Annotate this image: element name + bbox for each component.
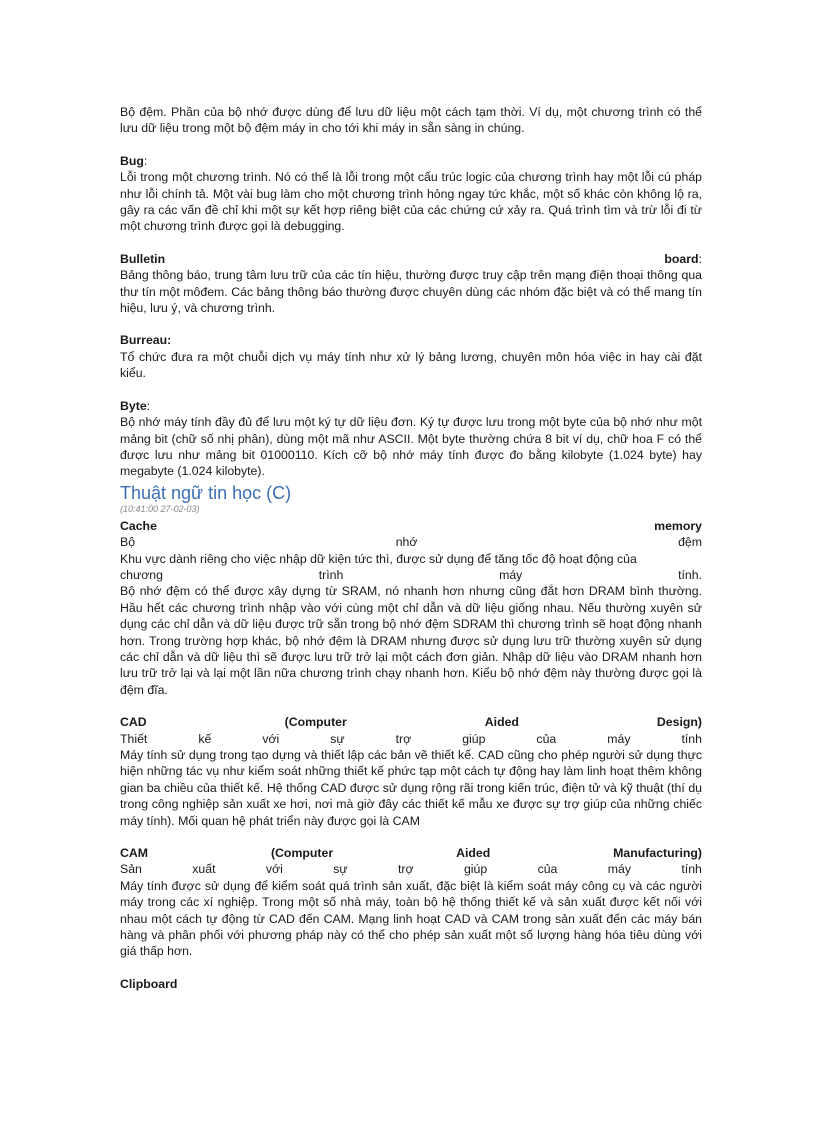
gloss-line: Sản xuất với sự trợ giúp của máy tính — [120, 862, 702, 877]
term-word: memory — [654, 518, 702, 533]
gloss-line: Bộ nhớ đệm — [120, 535, 702, 550]
term-word: Cache — [120, 518, 157, 533]
entry-cam: CAM (Computer Aided Manufacturing) Sản xuất với sự trợ giúp của máy tính Máy tính được sử dụng để kiểm soát quá trình sản xuất, đặc biệt là kiểm soát máy công cụ và các người máy trong các xí nghiệp. Trong một số nhà máy, toàn bộ hệ thống thiết kế và sản xuất được kết nối với nhau một cách tự động từ CAD đến CAM. Mạng linh hoạt CAD và CAM trong sản xuất đến các máy bán hàng và phân phối với phương pháp này có thể cho phép sản xuất một số lượng hàng hóa tiêu dùng với giá thấp hơn. — [120, 846, 702, 959]
definition-bug: Lỗi trong một chương trình. Nó có thể là lỗi trong một cấu trúc logic của chương trình hay một lỗi cú pháp như lỗi chính tả. Một vài bug làm cho một chương trình hỏng ngay tức khắc, một số khác còn không lộ ra, gây ra các vấn đề chỉ khi một sự kết hợp riêng biệt của các chứng cứ xảy ra. Quá trình tìm và trừ lỗi đi từ một chương trình được gọi là debugging. — [120, 170, 702, 234]
definition-bulletin-board: Bảng thông báo, trung tâm lưu trữ của các tín hiệu, thường được truy cập trên mạng điện thoại thông qua thư tín một môđem. Các bảng thông báo thường được chuyên dùng các nhóm đặc biệt và có thể mang tín hiệu, lưu ý, và chương trình. — [120, 268, 702, 316]
intro-paragraph: Bộ đệm. Phần của bộ nhớ được dùng để lưu dữ liệu một cách tạm thời. Ví dụ, một chương trình có thể lưu dữ liệu trong một bộ đệm máy in cho tới khi máy in sẵn sàng in chúng. — [120, 105, 702, 136]
definition-cache-memory: Bộ nhớ đệm có thể được xây dựng từ SRAM, nó nhanh hơn nhưng cũng đắt hơn DRAM bình thường. Hầu hết các chương trình nhập vào với cùng một chỉ dẫn và dữ liệu giống nhau. Nếu thường xuyên sử dụng các chỉ dẫn và dữ liệu được trữ sẵn trong bộ nhớ đệm SDRAM thì chương trình sẽ hoạt động nhanh hơn. Trong trường hợp khác, bộ nhớ đệm là DRAM nhưng được sử dụng lưu trữ thường xuyên sử dụng các chỉ dẫn và dữ liệu thì sẽ được lưu trữ trở lại một cách đơn giản. Nhập dữ liệu vào DRAM nhanh hơn lưu trữ trở lại và lại một lần nữa chương trình chạy nhanh hơn. Kiểu bộ nhớ đệm này thường được gọi là đệm đĩa. — [120, 584, 702, 697]
term-clipboard: Clipboard — [120, 976, 178, 991]
definition-byte: Bộ nhớ máy tính đầy đủ để lưu một ký tự dữ liệu đơn. Ký tự được lưu trong một byte của bộ nhớ như một mảng bit (chữ số nhị phân), dùng một mã như ASCII. Một byte thường chứa 8 bit ví dụ, chữ hoa F có thể được lưu như mảng bit 01000110. Kích cỡ bộ nhớ máy tính được đo bằng kilobyte (1.024 byte) hay megabyte (1.024 kilobyte). — [120, 415, 702, 479]
entry-burreau — [120, 332, 702, 381]
definition-line: chương trình máy tính. — [120, 567, 702, 582]
gloss-line: Thiết kế với sự trợ giúp của máy tính — [120, 731, 702, 746]
definition-burreau: Tổ chức đưa ra một chuỗi dịch vụ máy tính như xử lý bảng lương, chuyên môn hóa việc in hay cài đặt kiểu. — [120, 349, 702, 381]
document-page — [120, 104, 702, 992]
definition-cam: Máy tính được sử dụng để kiểm soát quá trình sản xuất, đặc biệt là kiểm soát máy công cụ và các người máy trong các xí nghiệp. Trong một số nhà máy, toàn bộ hệ thống thiết kế và sản xuất được kết nối với nhau một cách tự động từ CAD đến CAM. Mạng linh hoạt CAD và CAM trong sản xuất đến các máy bán hàng và phân phối với phương pháp này có thể cho phép sản xuất một số lượng hàng hóa tiêu dùng với giá thấp hơn. — [120, 878, 702, 959]
term-byte: Byte — [120, 398, 147, 413]
term-board: board — [664, 251, 699, 266]
definition-cad: Máy tính sử dụng trong tạo dựng và thiết lập các bản vẽ thiết kế. CAD cũng cho phép người sử dụng thực hiện những tác vụ như kiểm soát những thiết kế phức tạp một cách tự động hay làm linh hoạt thêm không gian ba chiều của thiết kế. Hệ thống CAD được sử dụng rộng rãi trong kiến trúc, điện tử và kỹ thuật (thí dụ trong công nghiệp sản xuất xe hơi, nơi mà giờ đây các thiết kế mẫu xe được sự trợ giúp của những chiếc máy tính). Mối quan hệ phát triển này được gọi là CAM — [120, 748, 702, 828]
definition-line: Khu vực dành riêng cho việc nhập dữ kiện tức thì, được sử dụng để tăng tốc độ hoạt động của — [120, 551, 637, 566]
entry-cad: CAD (Computer Aided Design) Thiết kế với sự trợ giúp của máy tính Máy tính sử dụng trong tạo dựng và thiết lập các bản vẽ thiết kế. CAD cũng cho phép người sử dụng thực hiện những tác vụ như kiểm soát những thiết kế phức tạp một cách tự động hay làm linh hoạt thêm không gian ba chiều của thiết kế. Hệ thống CAD được sử dụng rộng rãi trong kiến trúc, điện tử và kỹ thuật (thí dụ trong công nghiệp sản xuất xe hơi, nơi mà giờ đây các thiết kế mẫu xe được sự trợ giúp của những chiếc máy tính). Mối quan hệ phát triển này được gọi là CAM — [120, 715, 702, 828]
entry-cache-memory — [120, 518, 702, 698]
entry-bug: Bug: Lỗi trong một chương trình. Nó có thể là lỗi trong một cấu trúc logic của chương trình hay một lỗi cú pháp như lỗi chính tả. Một vài bug làm cho một chương trình hỏng ngay tức khắc, một số khác còn không lộ ra, gây ra các vấn đề chỉ khi một sự kết hợp riêng biệt của các chứng cứ xảy ra. Quá trình tìm và trừ lỗi đi từ một chương trình được gọi là debugging. — [120, 153, 702, 234]
entry-byte: Byte: Bộ nhớ máy tính đầy đủ để lưu một ký tự dữ liệu đơn. Ký tự được lưu trong một byte của bộ nhớ như một mảng bit (chữ số nhị phân), dùng một mã như ASCII. Một byte thường chứa 8 bit ví dụ, chữ hoa F có thể được lưu như mảng bit 01000110. Kích cỡ bộ nhớ máy tính được đo bằng kilobyte (1.024 byte) hay megabyte (1.024 kilobyte). — [120, 398, 702, 479]
term-burreau: Burreau: — [120, 333, 172, 348]
term-bug: Bug — [120, 153, 144, 168]
entry-bulletin-board: Bulletin board: Bảng thông báo, trung tâm lưu trữ của các tín hiệu, thường được truy cập trên mạng điện thoại thông qua thư tín một môđem. Các bảng thông báo thường được chuyên dùng các nhóm đặc biệt và có thể mang tín hiệu, lưu ý, và chương trình. — [120, 251, 702, 316]
term-bulletin: Bulletin — [120, 251, 166, 266]
section-timestamp: (10:41:00 27-02-03) — [120, 503, 200, 514]
section-heading: Thuật ngữ tin học (C) — [120, 482, 292, 503]
